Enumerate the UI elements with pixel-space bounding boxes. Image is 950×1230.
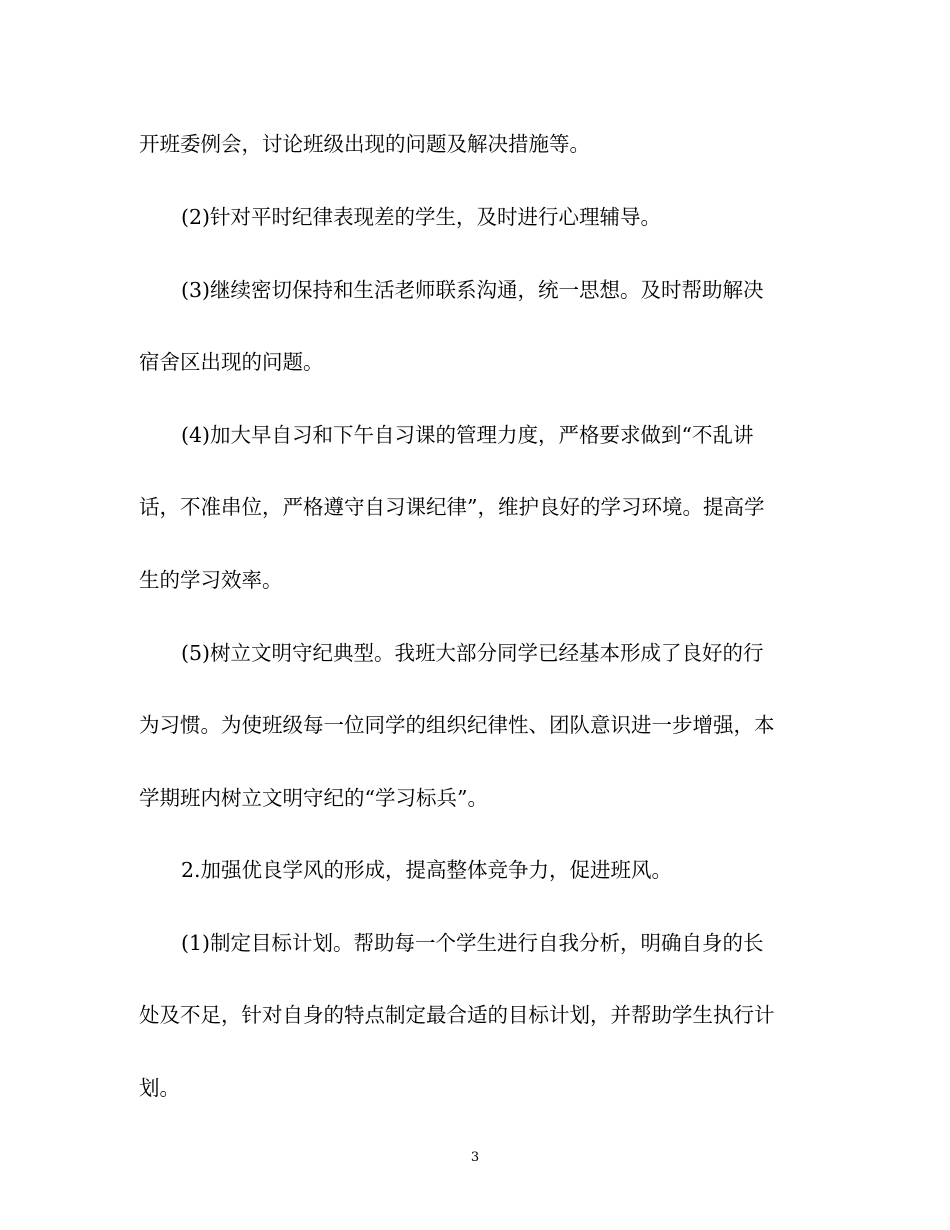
text-line: 宿舍区出现的问题。: [139, 350, 324, 374]
text-line: (1)制定目标计划。帮助每一个学生进行自我分析，明确自身的长: [181, 931, 764, 955]
text-line: 为习惯。为使班级每一位同学的组织纪律性、团队意识进一步增强，本: [139, 713, 775, 737]
text-line: 划。: [139, 1076, 180, 1100]
text-line: 开班委例会，讨论班级出现的问题及解决措施等。: [139, 132, 590, 156]
text-line: (4)加大早自习和下午自习课的管理力度，严格要求做到“不乱讲: [181, 423, 754, 447]
text-line: 处及不足，针对自身的特点制定最合适的目标计划，并帮助学生执行计: [139, 1003, 775, 1027]
text-line: 话，不准串位，严格遵守自习课纪律”，维护良好的学习环境。提高学: [139, 495, 765, 519]
text-line: (5)树立文明守纪典型。我班大部分同学已经基本形成了良好的行: [181, 641, 764, 665]
text-line: 2.加强优良学风的形成，提高整体竞争力，促进班风。: [181, 858, 673, 882]
text-line: 学期班内树立文明守纪的“学习标兵”。: [139, 786, 488, 810]
page-number: 3: [470, 1150, 480, 1165]
text-line: (2)针对平时纪律表现差的学生，及时进行心理辅导。: [181, 205, 662, 229]
text-line: 生的学习效率。: [139, 568, 283, 592]
text-line: (3)继续密切保持和生活老师联系沟通，统一思想。及时帮助解决: [181, 278, 764, 302]
